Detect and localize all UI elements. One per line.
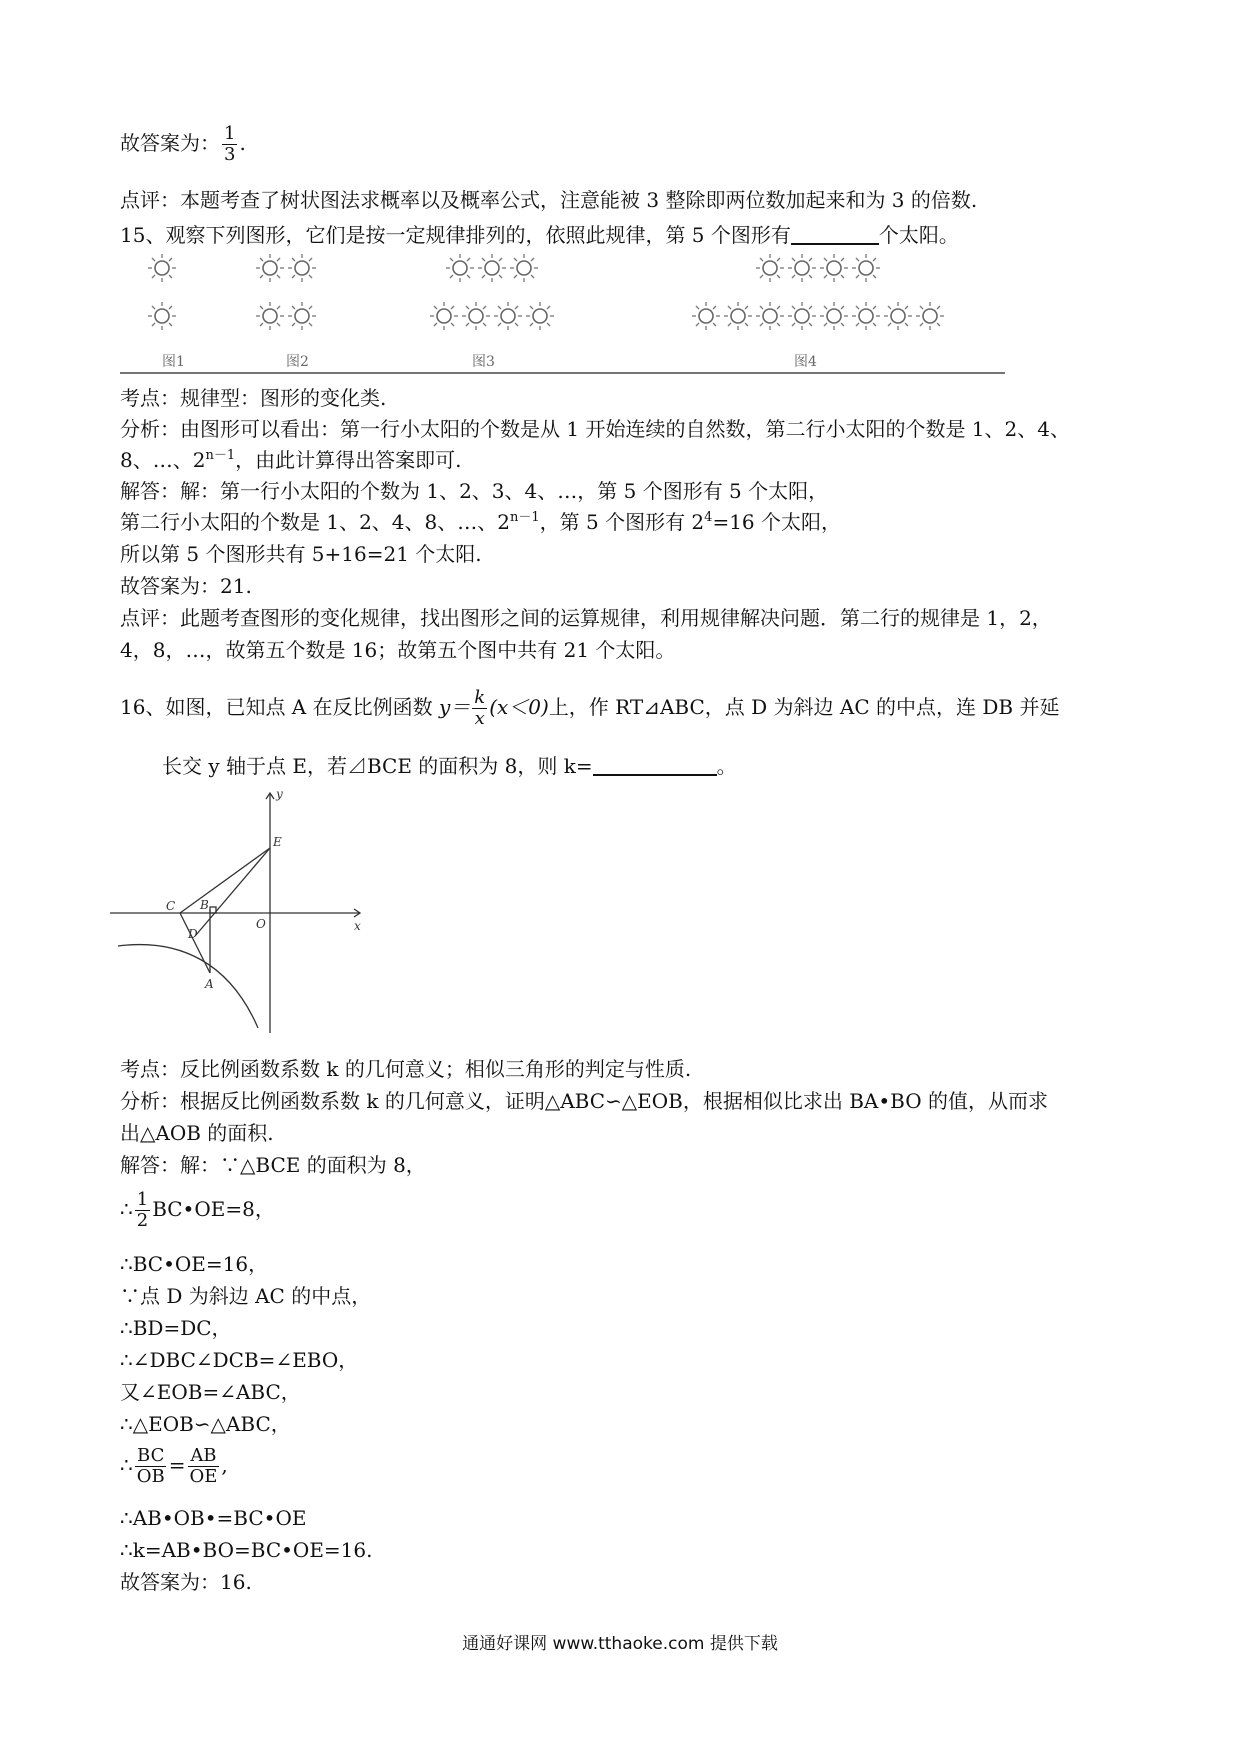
text: 上，作 RT⊿ABC，点 D 为斜边 AC 的中点，连 DB 并延 [548, 695, 1060, 719]
fig-label-2: 图2 [286, 354, 309, 370]
superscript: n－1 [509, 510, 540, 525]
q15-jieda-3: 所以第 5 个图形共有 5+16=21 个太阳. [120, 542, 482, 566]
q14-comment: 点评：本题考查了树状图法求概率以及概率公式，注意能被 3 整除即两位数加起来和为 3 的倍数. [120, 188, 978, 212]
q16-step-9: ∴AB•OB•=BC•OE [120, 1506, 307, 1530]
fig-label-3: 图3 [472, 354, 495, 370]
fig-label-4: 图4 [794, 354, 817, 370]
equals-sign: = [168, 1453, 186, 1477]
q16-step-4: ∴BD=DC， [120, 1316, 232, 1340]
q15-answer-blank [791, 223, 879, 245]
segment-ce [180, 848, 270, 913]
q15-sun-figure [120, 248, 1010, 376]
sun-icon [724, 302, 752, 330]
q15-kaodian: 考点：规律型：图形的变化类. [120, 386, 387, 410]
text: 8、…、2 [120, 448, 206, 472]
q16-step-3: ∵点 D 为斜边 AC 的中点， [120, 1284, 372, 1308]
half-fraction [135, 1190, 150, 1231]
q16-stem-2 [162, 752, 737, 780]
sun-icon [148, 254, 176, 282]
text: ，由此计算得出答案即可. [235, 448, 462, 472]
ratio-right [187, 1446, 219, 1487]
ratio-left [135, 1446, 167, 1487]
q15-fenxi-1: 分析：由图形可以看出：第一行小太阳的个数是从 1 开始连续的自然数，第二行小太阳的个数是 1、2、4、 [120, 417, 1070, 441]
q15-answer: 故答案为：21. [120, 574, 252, 598]
sun-icon [288, 254, 316, 282]
q16-step-5: ∴∠DBC∠DCB=∠EBO， [120, 1348, 359, 1372]
sun-icon [494, 302, 522, 330]
sun-icon [692, 302, 720, 330]
text: 第二行小太阳的个数是 1、2、4、8、…、2 [120, 510, 510, 534]
sun-icon [526, 302, 554, 330]
page-footer: 通通好课网 www.tthaoke.com 提供下载 [462, 1634, 778, 1654]
fraction-denominator: x [474, 708, 485, 729]
superscript: n－1 [205, 448, 236, 463]
q15-stem [120, 221, 959, 249]
sun-icon [446, 254, 474, 282]
fraction-numerator: k [474, 687, 486, 708]
sun-icon [916, 302, 944, 330]
sun-icon [478, 254, 506, 282]
q14-answer-prefix: 故答案为： [120, 131, 220, 155]
superscript: 4 [704, 510, 713, 525]
fraction-numerator: 1 [136, 1189, 149, 1210]
sun-icon [256, 254, 284, 282]
sun-icon [288, 302, 316, 330]
q16-jieda-1: 解答：解：∵△BCE 的面积为 8， [120, 1153, 426, 1177]
sun-icon [256, 302, 284, 330]
q15-fenxi-2 [120, 446, 461, 474]
therefore-symbol: ∴ [120, 1197, 133, 1221]
sun-icon [820, 302, 848, 330]
label-e: E [273, 835, 282, 849]
text: , [221, 1453, 228, 1477]
hyperbola-curve [118, 945, 258, 1028]
function-condition: (x＜0) [489, 695, 549, 719]
fraction-denominator: OE [189, 1466, 218, 1487]
text: BC•OE=8， [152, 1197, 275, 1221]
q16-step-6: 又∠EOB=∠ABC， [120, 1380, 301, 1404]
sun-icon [852, 254, 880, 282]
fraction-denominator: OB [136, 1466, 165, 1487]
sun-icon [852, 302, 880, 330]
q16-answer: 故答案为：16. [120, 1570, 252, 1594]
fraction-denominator: 3 [224, 144, 236, 165]
q16-geometry-figure [110, 788, 370, 1038]
text: 长交 y 轴于点 E，若⊿BCE 的面积为 8，则 k= [162, 754, 593, 778]
function-fraction [472, 688, 487, 729]
q15-stem-tail: 个太阳。 [878, 223, 959, 247]
fraction-numerator: AB [190, 1445, 217, 1466]
label-d: D [188, 927, 198, 941]
sun-icon [884, 302, 912, 330]
q15-comment-2: 4，8，…，故第五个数是 16；故第五个图中共有 21 个太阳。 [120, 638, 676, 662]
sun-icon [788, 254, 816, 282]
q15-jieda-2 [120, 508, 841, 536]
sun-icon [756, 302, 784, 330]
sun-icon [462, 302, 490, 330]
sun-icon [510, 254, 538, 282]
fraction-denominator: 2 [136, 1210, 149, 1231]
label-x: x [354, 919, 361, 933]
q15-jieda-1: 解答：解：第一行小太阳的个数为 1、2、3、4、…，第 5 个图形有 5 个太阳， [120, 479, 829, 503]
q14-answer-fraction [222, 124, 237, 165]
q15-stem-text: 15、观察下列图形，它们是按一定规律排列的，依照此规律，第 5 个图形有 [120, 223, 791, 247]
sun-icon [148, 302, 176, 330]
q16-step-10: ∴k=AB•BO=BC•OE=16. [120, 1538, 373, 1562]
text: =16 个太阳， [712, 510, 842, 534]
text: 。 [716, 754, 737, 778]
therefore-symbol: ∴ [120, 1453, 133, 1477]
q16-step-8 [120, 1446, 228, 1487]
fraction-numerator: BC [137, 1445, 165, 1466]
text: 16、如图，已知点 A 在反比例函数 [120, 695, 433, 719]
label-b: B [200, 898, 209, 912]
q16-step-7: ∴△EOB∽△ABC， [120, 1412, 291, 1436]
sun-icon [820, 254, 848, 282]
text: ，第 5 个图形有 2 [539, 510, 705, 534]
q16-fenxi-2: 出△AOB 的面积. [120, 1121, 274, 1145]
sun-icon [788, 302, 816, 330]
fraction-numerator: 1 [224, 123, 236, 144]
label-c: C [166, 899, 176, 913]
fig-label-1: 图1 [162, 354, 185, 370]
q15-comment-1: 点评：此题考查图形的变化规律，找出图形之间的运算规律，利用规律解决问题．第二行的规律是 1，2， [120, 606, 1052, 630]
label-o: O [256, 917, 266, 931]
label-a: A [205, 977, 214, 991]
label-y: y [276, 788, 283, 801]
q16-step-2: ∴BC•OE=16， [120, 1252, 269, 1276]
q16-answer-blank [593, 754, 717, 776]
function-y: y＝ [438, 695, 471, 719]
q16-fenxi-1: 分析：根据反比例函数系数 k 的几何意义，证明△ABC∽△EOB，根据相似比求出 BA•BO 的值，从而求 [120, 1089, 1048, 1113]
q16-stem-1 [120, 688, 1059, 729]
q14-answer [120, 124, 246, 165]
segment-ca [180, 913, 210, 973]
sun-icon [430, 302, 458, 330]
q16-kaodian: 考点：反比例函数系数 k 的几何意义；相似三角形的判定与性质. [120, 1057, 692, 1081]
sun-icon [756, 254, 784, 282]
q14-answer-suffix: . [239, 131, 246, 155]
q16-step-1 [120, 1190, 275, 1231]
